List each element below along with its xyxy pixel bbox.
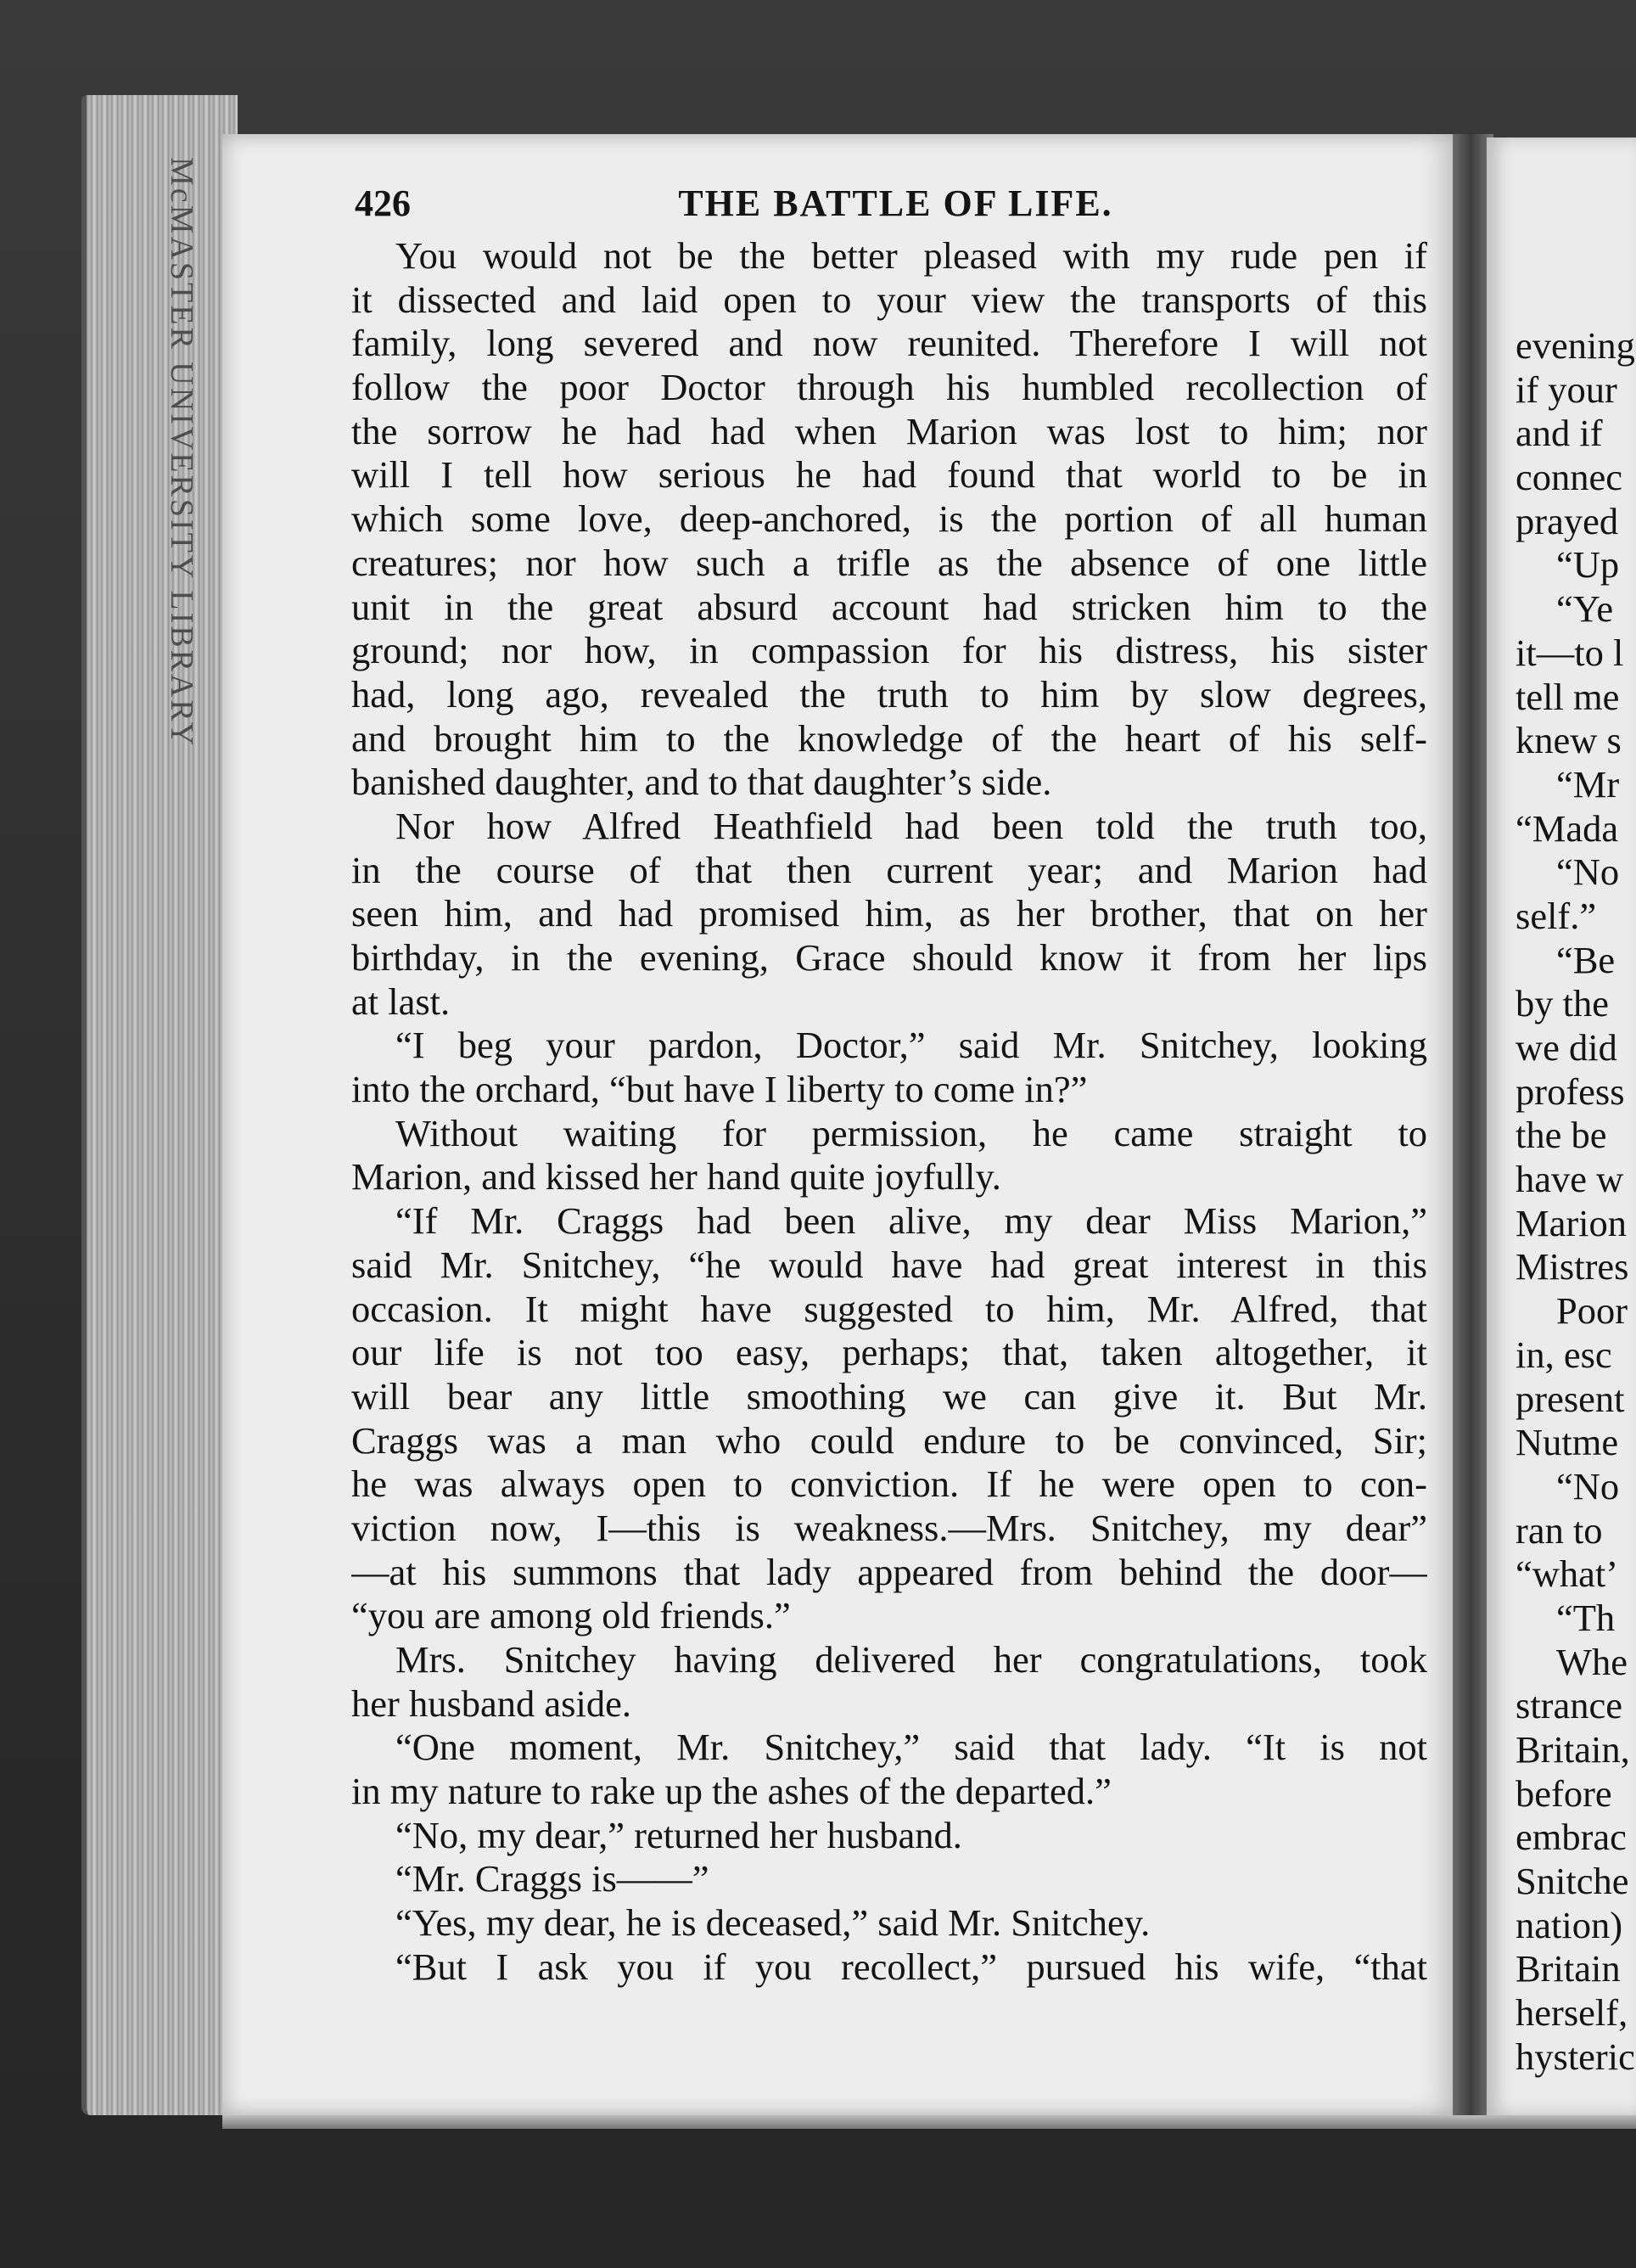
text-line: by the <box>1516 982 1609 1025</box>
text-line: and if <box>1516 412 1603 455</box>
text-line: Marion, and kissed her hand quite joyfully. <box>351 1155 1001 1199</box>
text-line: “what’ <box>1516 1552 1619 1596</box>
page-number: 426 <box>355 182 411 224</box>
text-line: our life is not too easy, perhaps; that, taken altogether, it <box>351 1331 1427 1374</box>
text-line: in my nature to rake up the ashes of the departed.” <box>351 1770 1112 1813</box>
library-stamp: McMASTER UNIVERSITY LIBRARY <box>164 157 199 749</box>
text-line: connec <box>1516 456 1623 499</box>
text-line: the sorrow he had had when Marion was lost to him; nor <box>351 409 1427 452</box>
text-line: “If Mr. Craggs had been alive, my dear Miss Marion,” <box>395 1199 1427 1243</box>
text-line: the be <box>1516 1114 1607 1157</box>
text-line: viction now, I—this is weakness.—Mrs. Snitchey, my dear” <box>351 1506 1427 1549</box>
text-line: banished daughter, and to that daughter’s side. <box>351 761 1052 804</box>
text-line: Snitche <box>1516 1860 1629 1903</box>
running-title: THE BATTLE OF LIFE. <box>678 182 1113 224</box>
text-line: “Mr <box>1556 762 1620 806</box>
text-line: nation) <box>1516 1903 1623 1946</box>
text-line: in the course of that then current year; and Marion had <box>351 848 1427 891</box>
right-page-text <box>1516 324 1636 2080</box>
text-line: Mistres <box>1516 1245 1629 1288</box>
text-line: prayed <box>1516 499 1619 542</box>
text-line: Poor <box>1556 1289 1628 1333</box>
text-line: Without waiting for permission, he came straight to <box>395 1111 1427 1154</box>
text-line: “Up <box>1556 543 1620 587</box>
text-line: will bear any little smoothing we can give it. But Mr. <box>351 1374 1427 1418</box>
text-line: evening <box>1516 324 1635 367</box>
text-line: it—to l <box>1516 631 1624 674</box>
text-line: ran to <box>1516 1508 1603 1552</box>
text-line: “Mada <box>1516 806 1619 850</box>
text-line: Britain <box>1516 1947 1621 1990</box>
text-line: said Mr. Snitchey, “he would have had great interest in this <box>351 1243 1427 1286</box>
text-line: “No <box>1556 1464 1620 1507</box>
text-line: tell me <box>1516 675 1620 718</box>
left-page-text <box>351 234 1427 1990</box>
text-line: her husband aside. <box>351 1681 631 1725</box>
text-line: at last. <box>351 980 451 1023</box>
text-line: if your <box>1516 368 1617 411</box>
text-line: birthday, in the evening, Grace should know it from her lips <box>351 936 1427 979</box>
text-line: “Ye <box>1556 587 1614 631</box>
text-line: seen him, and had promised him, as her brother, that on her <box>351 892 1427 935</box>
text-line: will I tell how serious he had found that world to be in <box>351 453 1427 497</box>
text-line: in, esc <box>1516 1333 1612 1376</box>
text-line: ground; nor how, in compassion for his distress, his sister <box>351 629 1427 672</box>
text-line: which some love, deep-anchored, is the portion of all human <box>351 497 1427 541</box>
text-line: “No, my dear,” returned her husband. <box>395 1813 962 1856</box>
text-line: unit in the great absurd account had stricken him to the <box>351 585 1427 628</box>
text-line: “you are among old friends.” <box>351 1594 791 1637</box>
text-line: herself, <box>1516 1991 1628 2035</box>
text-line: —at his summons that lady appeared from behind the door— <box>351 1550 1427 1593</box>
text-line: it dissected and laid open to your view the transports of this <box>351 278 1427 321</box>
text-line: Whe <box>1556 1640 1628 1683</box>
text-line: “I beg your pardon, Doctor,” said Mr. Snitchey, looking <box>395 1024 1427 1067</box>
text-line: Craggs was a man who could endure to be convinced, Sir; <box>351 1418 1427 1462</box>
text-line: Marion <box>1516 1201 1628 1244</box>
text-line: profess <box>1516 1069 1625 1113</box>
text-line: embrac <box>1516 1816 1627 1859</box>
text-line: into the orchard, “but have I liberty to come in?” <box>351 1068 1088 1111</box>
text-line: follow the poor Doctor through his humbled recollection of <box>351 366 1427 409</box>
text-line: “No <box>1556 850 1620 894</box>
text-line: “Be <box>1556 938 1616 981</box>
text-line: had, long ago, revealed the truth to him by slow degrees, <box>351 672 1427 716</box>
text-line: creatures; nor how such a trifle as the absence of one little <box>351 541 1427 584</box>
text-line: “Th <box>1556 1596 1616 1639</box>
text-line: he was always open to conviction. If he were open to con- <box>351 1462 1427 1506</box>
text-line: “But I ask you if you recollect,” pursued his wife, “that <box>395 1945 1427 1988</box>
text-line: have w <box>1516 1158 1624 1201</box>
text-line: self.” <box>1516 894 1597 937</box>
text-line: occasion. It might have suggested to him, Mr. Alfred, that <box>351 1287 1427 1330</box>
text-line: hysteric <box>1516 2035 1635 2078</box>
text-line: You would not be the better pleased with my rude pen if <box>395 234 1427 277</box>
text-line: and brought him to the knowledge of the heart of his self- <box>351 716 1427 760</box>
text-line: “Mr. Craggs is——” <box>395 1857 709 1900</box>
text-line: we did <box>1516 1026 1617 1069</box>
text-line: Britain, <box>1516 1728 1630 1771</box>
text-line: Nutme <box>1516 1421 1619 1464</box>
text-line: before <box>1516 1771 1612 1815</box>
text-line: Mrs. Snitchey having delivered her congratulations, took <box>395 1638 1427 1681</box>
text-line: strance <box>1516 1684 1623 1727</box>
text-line: knew s <box>1516 719 1622 762</box>
text-line: family, long severed and now reunited. Therefore I will not <box>351 322 1427 365</box>
text-line: “One moment, Mr. Snitchey,” said that lady. “It is not <box>395 1726 1427 1769</box>
book-page-edges <box>81 95 238 2115</box>
text-line: “Yes, my dear, he is deceased,” said Mr. Snitchey. <box>395 1901 1151 1945</box>
text-line: Nor how Alfred Heathfield had been told the truth too, <box>395 804 1427 847</box>
page-header <box>355 182 1437 229</box>
page-bottom-edge <box>222 2115 1636 2129</box>
text-line: present <box>1516 1377 1625 1420</box>
